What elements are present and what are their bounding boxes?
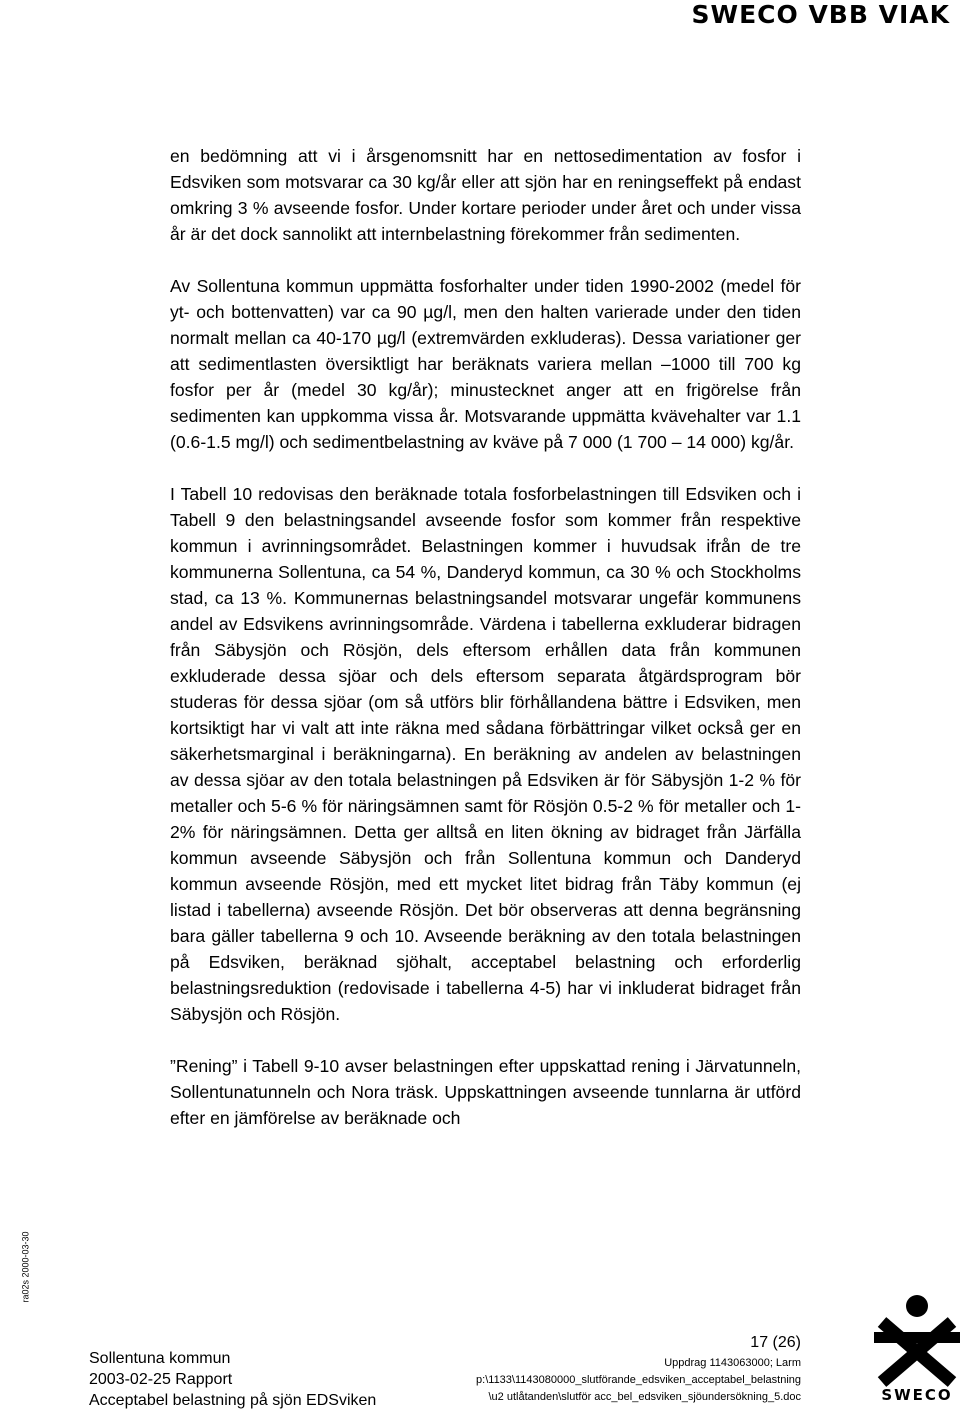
- footer-file-path: \u2 utlåtanden\slutför acc_bel_edsviken_sjöundersökning_5.doc: [488, 1391, 801, 1403]
- footer-client: Sollentuna kommun: [89, 1350, 231, 1367]
- brand-header: SWECO VBB VIAK: [691, 0, 950, 29]
- paragraph: en bedömning att vi i årsgenomsnitt har en nettosedimentation av fosfor i Edsviken som motsvarar ca 30 kg/år eller att sjön har en reningseffekt på endast omkring 3 % avseende fosfor. Under kortare perioder under året och under vissa år är det dock sannolikt att internbelastning förekommer från sedimenten.: [170, 146, 801, 244]
- document-body: [170, 143, 801, 1157]
- footer-title: Acceptabel belastning på sjön EDSviken: [89, 1392, 377, 1409]
- logo-wordmark: SWECO: [881, 1386, 953, 1404]
- footer-file-path: p:\1133\1143080000_slutförande_edsviken_acceptabel_belastning: [476, 1374, 801, 1386]
- page-number: 17 (26): [750, 1334, 801, 1351]
- paragraph: Av Sollentuna kommun uppmätta fosforhalter under tiden 1990-2002 (medel för yt- och bottenvatten) var ca 90 µg/l, men den halten varierade under den tiden normalt mellan ca 40-170 µg/l (extremvärden exkluderas). Dessa variationer ger att sedimentlasten översiktligt har beräknats variera mellan –1000 till 700 kg fosfor per år (medel 30 kg/år); minustecknet anger att en frigörelse från sedimenten kan uppkomma vissa år. Motsvarande uppmätta kvävehalter var 1.1 (0.6-1.5 mg/l) och sedimentbelastning av kväve på 7 000 (1 700 – 14 000) kg/år.: [170, 276, 801, 452]
- footer-assignment: Uppdrag 1143063000; Larm: [664, 1357, 801, 1369]
- paragraph: ”Rening” i Tabell 9-10 avser belastningen efter uppskattad rening i Järvatunneln, Sollentunatunneln och Nora träsk. Uppskattningen avseende tunnlarna är utförd efter en jämförelse av beräknade och: [170, 1056, 801, 1128]
- footer-date-type: 2003-02-25 Rapport: [89, 1371, 233, 1388]
- footer-left: [89, 1348, 376, 1411]
- footer-right: [476, 1333, 801, 1406]
- template-code: ra02s 2000-03-30: [20, 1231, 31, 1303]
- paragraph: I Tabell 10 redovisas den beräknade totala fosforbelastningen till Edsviken och i Tabell 9 den belastningsandel avseende fosfor som kommer från respektive kommun i avrinningsområdet. Belastningen kommer i huvudsak ifrån de tre kommunerna Sollentuna, ca 54 %, Danderyd kommun, ca 30 % och Stockholms stad, ca 13 %. Kommunernas belastningsandel motsvarar ungefär kommunens andel av Edsvikens avrinningsområde. Värdena i tabellerna exkluderar bidragen från Säbysjön och Rösjön, dels eftersom erhållen data från kommunen exkluderade dessa sjöar och dels eftersom separata åtgärdsprogram bör studeras för dessa sjöar (om så utförs blir förhållandena bättre i Edsviken, men kortsiktigt har vi valt att inte räkna med sådana förbättringar vilket också ger en säkerhetsmarginal i beräkningarna). En beräkning av andelen av belastningen av dessa sjöar av den totala belastningen på Edsviken är för Säbysjön 1-2 % för metaller och 5-6 % för näringsämnen samt för Rösjön 0.5-2 % för metaller och 1-2% för näringsämnen. Detta ger alltså en liten ökning av bidraget från Järfälla kommun avseende Säbysjön och från Sollentuna kommun och Danderyd kommun avseende Rösjön, med ett mycket litet bidrag från Täby kommun (ej listad i tabellerna) avseende Rösjön. Det bör observeras att denna begränsning bara gäller tabellerna 9 och 10. Avseende beräkning av den totala belastningen på Edsviken, beräknad sjöhalt, acceptabel belastning och erforderlig belastningsreduktion (redovisade i tabellerna 4-5) har vi inkluderat bidraget från Säbysjön och Rösjön.: [170, 484, 801, 1024]
